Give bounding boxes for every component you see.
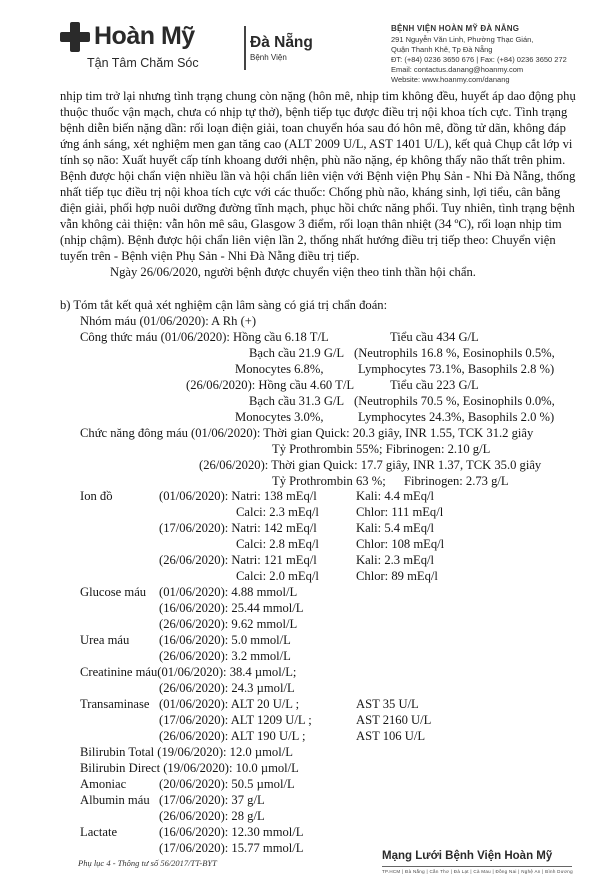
footer-cities: TP.HCM | Đà Nẵng | Cần Thơ | Đà Lạt | Cà Mau | Đồng Nai | Nghệ An | Bình Dương: [382, 869, 573, 874]
narrative-line: điện giải, phối hợp nuôi dưỡng đường tĩnh mạch, phục hồi chức năng phổi. Tuy nhiên, tình trạng bệnh: [60, 201, 575, 215]
lab-ion-2-k: Kali: 5.4 mEq/l: [356, 521, 435, 535]
lab-urea-1: (16/06/2020): 5.0 mmol/L: [159, 633, 291, 647]
phone-fax: ĐT: (+84) 0236 3650 676 | Fax: (+84) 0236 3650 272: [391, 55, 567, 64]
lab-alt-2: (17/06/2020): ALT 1209 U/L ;: [159, 713, 312, 727]
logo-divider: [244, 26, 246, 70]
lab-transaminase-label: Transaminase: [80, 697, 150, 711]
lab-ion-3-cl: Chlor: 89 mEq/l: [356, 569, 438, 583]
lab-alt-3: (26/06/2020): ALT 190 U/L ;: [159, 729, 306, 743]
narrative-line: (nhịp chậm). Bệnh được hội chẩn liên viện lần 2, thống nhất hướng điều trị tiếp theo: Chuyển viện: [60, 233, 556, 247]
narrative-line: thuộc thuốc vận mạch, chưa có nhịp tự thở), bệnh tiếp tục được điều trị nội khoa tích cực. Tình trạng: [60, 105, 568, 119]
hospital-name: BỆNH VIỆN HOÀN MỸ ĐÀ NẴNG: [391, 24, 520, 33]
lab-ion-3-na: (26/06/2020): Natri: 121 mEq/l: [159, 553, 317, 567]
lab-urea-2: (26/06/2020): 3.2 mmol/L: [159, 649, 291, 663]
lab-lactate-1: (16/06/2020): 12.30 mmol/L: [159, 825, 304, 839]
footer-divider: [382, 866, 572, 867]
logo-city: Đà Nẵng: [250, 34, 313, 51]
lab-ion-2-cl: Chlor: 108 mEq/l: [356, 537, 445, 551]
lab-albumin-1: (17/06/2020): 37 g/L: [159, 793, 265, 807]
lab-ast-3: AST 106 U/L: [356, 729, 426, 743]
narrative-line: nhịp tim trở lại nhưng tình trạng chung còn nặng (hôn mê, nhịp tim không đều, huyết áp dao động phụ: [60, 89, 576, 103]
lab-cbc2-platelets: Tiểu cầu 223 G/L: [390, 378, 479, 392]
lab-ast-1: AST 35 U/L: [356, 697, 419, 711]
address-line-1: 291 Nguyễn Văn Linh, Phường Thạc Gián,: [391, 35, 534, 44]
email: Email: contactus.danang@hoanmy.com: [391, 65, 524, 74]
lab-bilirubin-direct: Bilirubin Direct (19/06/2020): 10.0 µmol/L: [80, 761, 299, 775]
lab-cbc-date2: (26/06/2020): Hồng cầu 4.60 T/L: [186, 378, 355, 392]
footer-circular: Phụ lục 4 - Thông tư số 56/2017/TT-BYT: [78, 858, 217, 868]
logo-name: Hoàn Mỹ: [94, 22, 195, 50]
lab-ion-3-ca: Calci: 2.0 mEq/l: [236, 569, 319, 583]
lab-albumin-2: (26/06/2020): 28 g/L: [159, 809, 265, 823]
lab-ion-1-ca: Calci: 2.3 mEq/l: [236, 505, 319, 519]
lab-cbc2-lympho: Lymphocytes 24.3%, Basophils 2.0 %): [358, 410, 555, 424]
lab-cbc2-diff: (Neutrophils 70.5 %, Eosinophils 0.0%,: [354, 394, 555, 408]
lab-coag-pt1: Tỷ Prothrombin 55%; Fibrinogen: 2.10 g/L: [272, 442, 491, 456]
lab-coag-date1: Chức năng đông máu (01/06/2020): Thời gian Quick: 20.3 giây, INR 1.55, TCK 31.2 giây: [80, 426, 534, 440]
lab-creatinine-1: Creatinine máu(01/06/2020): 38.4 µmol/L;: [80, 665, 297, 679]
lab-glucose-1: (01/06/2020): 4.88 mmol/L: [159, 585, 298, 599]
lab-albumin-label: Albumin máu: [80, 793, 150, 807]
lab-ion-1-k: Kali: 4.4 mEq/l: [356, 489, 435, 503]
lab-glucose-3: (26/06/2020): 9.62 mmol/L: [159, 617, 298, 631]
lab-creatinine-2: (26/06/2020): 24.3 µmol/L: [159, 681, 295, 695]
lab-ion-3-k: Kali: 2.3 mEq/l: [356, 553, 435, 567]
lab-ion-1-cl: Chlor: 111 mEq/l: [356, 505, 444, 519]
section-b-heading: b) Tóm tắt kết quả xét nghiệm cận lâm sàng có giá trị chẩn đoán:: [60, 298, 388, 312]
logo-unit: Bệnh Viện: [250, 53, 287, 62]
lab-ion-1-na: (01/06/2020): Natri: 138 mEq/l: [159, 489, 317, 503]
lab-cbc2-mono: Monocytes 3.0%,: [235, 410, 324, 424]
narrative-line: vẫn không cải thiện: vẫn hôn mê sâu, Glasgow 3 điểm, rối loạn thân nhiệt (34 ºC), rối loạn nhịp tim: [60, 217, 562, 231]
lab-cbc-mono: Monocytes 6.8%,: [235, 362, 324, 376]
narrative-line: tuyến trên - Bệnh viện Phụ Sản - Nhi Đà Nẵng điều trị tiếp.: [60, 249, 360, 263]
lab-cbc-platelets: Tiểu cầu 434 G/L: [390, 330, 479, 344]
address-line-2: Quận Thanh Khê, Tp Đà Nẵng: [391, 45, 493, 54]
lab-urea-label: Urea máu: [80, 633, 130, 647]
lab-coag-pt2: Tỷ Prothrombin 63 %;: [272, 474, 386, 488]
lab-bilirubin-total: Bilirubin Total (19/06/2020): 12.0 µmol/L: [80, 745, 293, 759]
lab-cbc-date1: Công thức máu (01/06/2020): Hồng cầu 6.18 T/L: [80, 330, 329, 344]
logo-tagline: Tận Tâm Chăm Sóc: [87, 56, 199, 70]
lab-ammonia-1: (20/06/2020): 50.5 µmol/L: [159, 777, 295, 791]
narrative-line: nhất tiếp tục điều trị nội khoa tích cực với các thuốc: Chống phù não, kháng sinh, lợi tiểu, cân bằng: [60, 185, 561, 199]
narrative-line: tính sọ não: Xuất huyết cấp tính khoang dưới nhện, phù não nặng, ép không thấy não thất trên phim.: [60, 153, 566, 167]
narrative-line: Bệnh được hội chẩn viện nhiều lần và hội chẩn liên viện với Bệnh viện Phụ Sản - Nhi Đà Nẵng, thống: [60, 169, 576, 183]
hospital-logo-cross-icon: [60, 22, 90, 52]
website: Website: www.hoanmy.com/danang: [391, 75, 510, 84]
lab-blood-group: Nhóm máu (01/06/2020): A Rh (+): [80, 314, 257, 328]
narrative-line: ứng ánh sáng, xét nghiệm men gan tăng cao (ALT 2009 U/L, AST 1401 U/L), kết quả Chụp cắt lớp vi: [60, 137, 573, 151]
lab-ion-2-na: (17/06/2020): Natri: 142 mEq/l: [159, 521, 317, 535]
lab-glucose-2: (16/06/2020): 25.44 mmol/L: [159, 601, 304, 615]
narrative-line: bệnh diễn biến nặng dần: rối loạn điện giải, toan chuyển hóa sau đó hôn mê, đồng tử dãn, không đáp: [60, 121, 566, 135]
lab-ast-2: AST 2160 U/L: [356, 713, 432, 727]
lab-ammonia-label: Amoniac: [80, 777, 127, 791]
lab-cbc2-wbc: Bạch cầu 31.3 G/L: [249, 394, 345, 408]
lab-lactate-label: Lactate: [80, 825, 118, 839]
lab-coag-fib2: Fibrinogen: 2.73 g/L: [404, 474, 509, 488]
footer-network: Mạng Lưới Bệnh Viện Hoàn Mỹ: [382, 850, 553, 862]
lab-ion-label: Ion đồ: [80, 489, 113, 503]
lab-lactate-2: (17/06/2020): 15.77 mmol/L: [159, 841, 304, 855]
lab-coag-date2: (26/06/2020): Thời gian Quick: 17.7 giây, INR 1.37, TCK 35.0 giây: [199, 458, 542, 472]
lab-cbc-wbc: Bạch cầu 21.9 G/L: [249, 346, 345, 360]
lab-cbc-diff: (Neutrophils 16.8 %, Eosinophils 0.5%,: [354, 346, 555, 360]
lab-glucose-label: Glucose máu: [80, 585, 147, 599]
lab-ion-2-ca: Calci: 2.8 mEq/l: [236, 537, 319, 551]
lab-alt-1: (01/06/2020): ALT 20 U/L ;: [159, 697, 300, 711]
narrative-line: Ngày 26/06/2020, người bệnh được chuyển viện theo tinh thần hội chẩn.: [110, 265, 476, 279]
lab-cbc-lympho: Lymphocytes 73.1%, Basophils 2.8 %): [358, 362, 555, 376]
